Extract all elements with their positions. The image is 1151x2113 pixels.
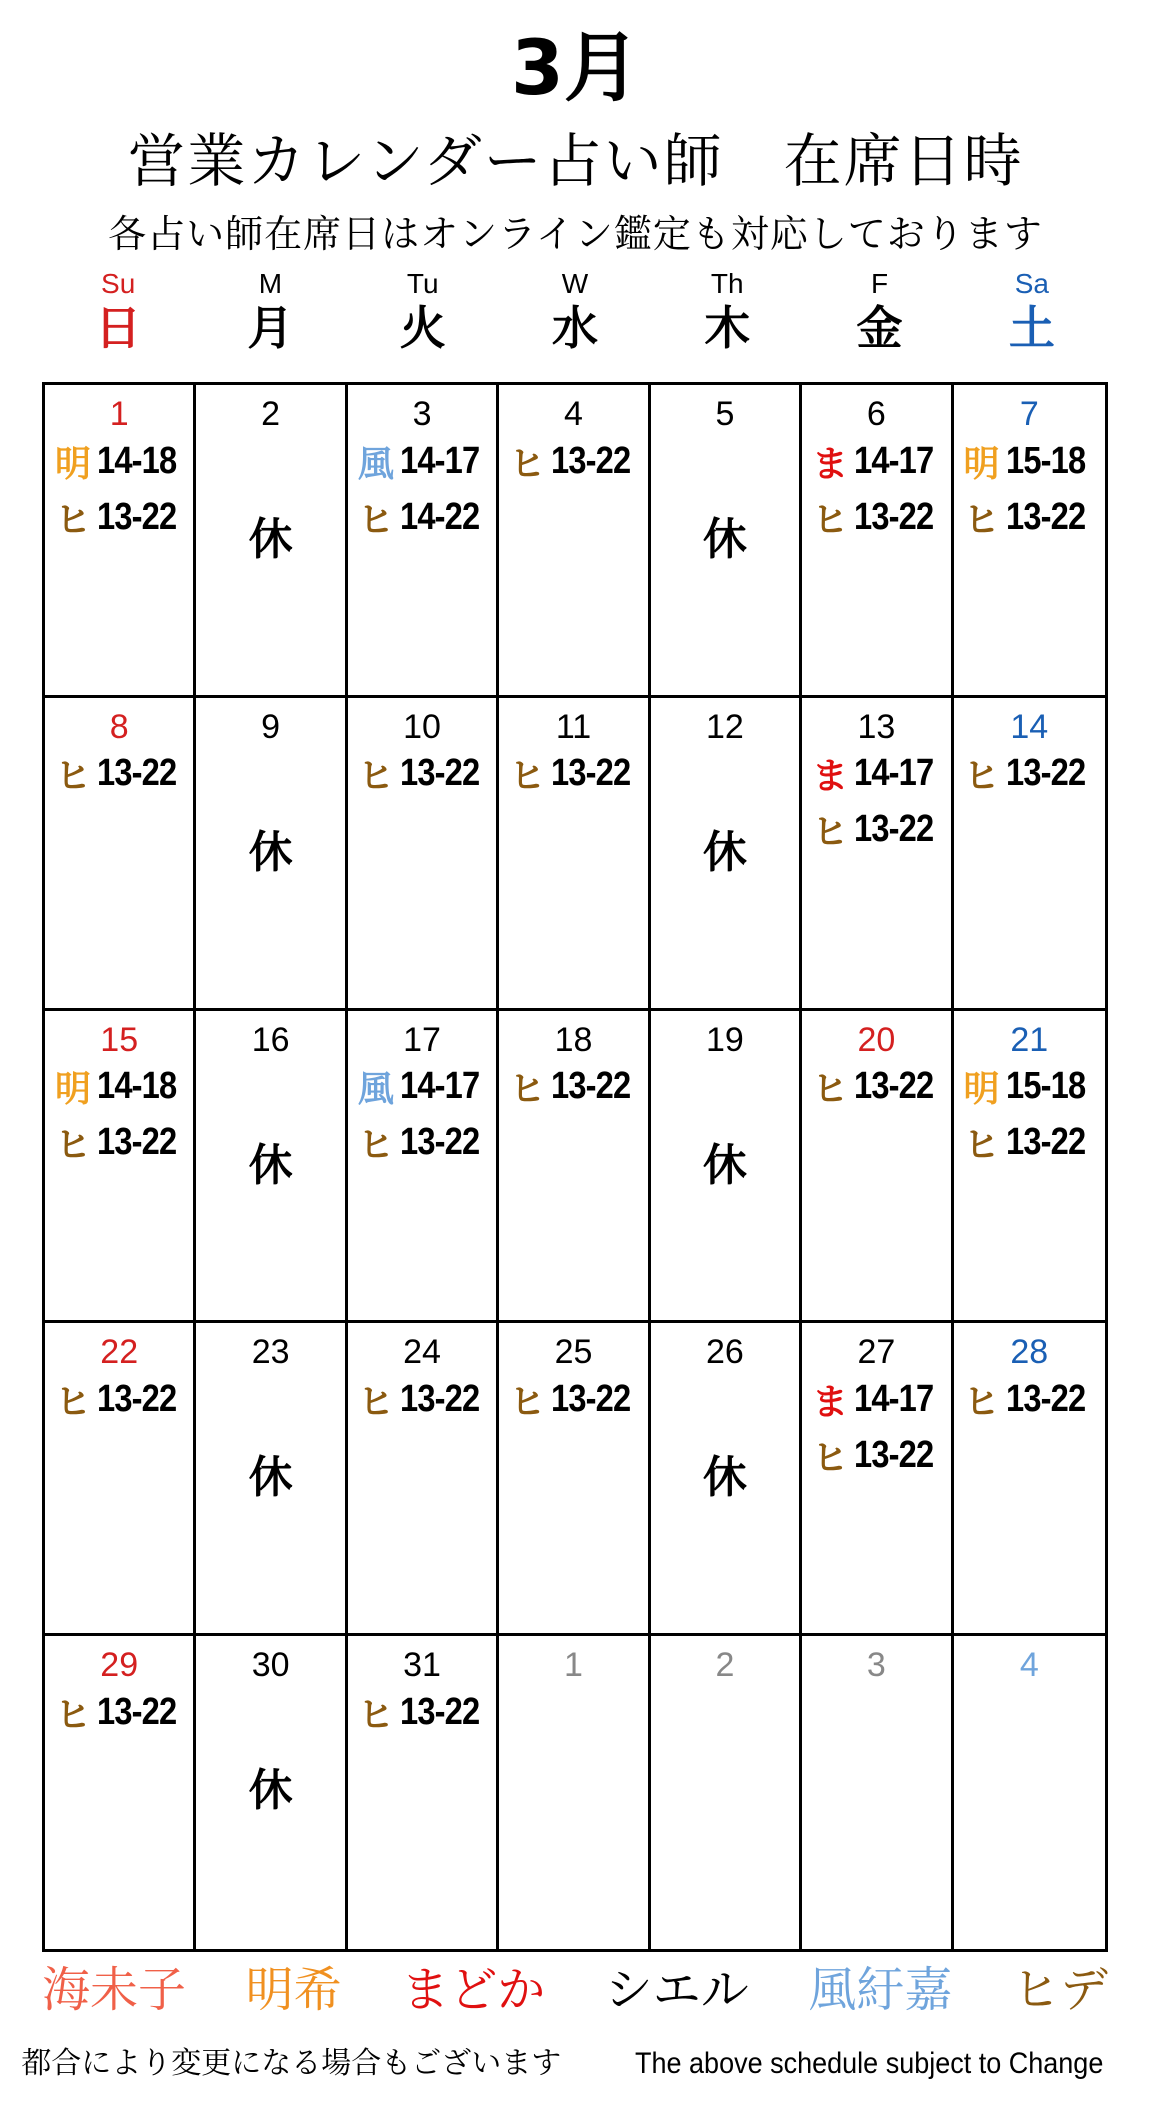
time-range: 13-22 [854, 1433, 934, 1476]
day-number: 2 [261, 395, 281, 433]
time-range: 13-22 [97, 495, 177, 538]
schedule-entry [348, 489, 496, 545]
page-subtitle: 各占い師在席日はオンライン鑑定も対応しております [108, 212, 1043, 256]
day-number: 20 [857, 1020, 896, 1059]
schedule-entry [954, 1115, 1105, 1171]
day-number: 14 [1010, 707, 1049, 746]
day-number: 5 [715, 395, 735, 433]
calendar-day-cell [196, 1323, 347, 1636]
reader-mark: ヒ [357, 1125, 394, 1167]
weekday-en-label: W [561, 268, 589, 299]
calendar-day-cell [802, 1636, 953, 1949]
time-range: 13-22 [97, 1121, 177, 1164]
reader-mark: ま [812, 443, 849, 485]
calendar-day-cell [651, 1636, 802, 1949]
reader-mark: ま [812, 756, 849, 798]
schedule-entry [45, 1059, 193, 1115]
closed-label: 休 [248, 1452, 293, 1504]
weekday-ja-label: 日 [95, 301, 142, 355]
weekday-ja-label: 土 [1008, 301, 1055, 355]
day-number: 11 [555, 707, 592, 746]
reader-mark: ヒ [509, 756, 546, 798]
day-number: 28 [1010, 1333, 1049, 1372]
schedule-entry [802, 489, 950, 545]
reader-mark: ヒ [812, 1069, 849, 1111]
closed-label: 休 [248, 826, 293, 878]
weekday-ja-label: 金 [856, 301, 903, 355]
month-title: 3月 [511, 23, 640, 112]
reader-mark: ヒ [963, 1125, 1000, 1167]
day-number: 15 [100, 1020, 139, 1059]
schedule-entry [954, 433, 1105, 489]
closed-label: 休 [248, 514, 293, 565]
schedule-entry [499, 746, 647, 802]
schedule-entry [45, 1371, 193, 1427]
weekday-tu [347, 268, 499, 368]
weekday-su [42, 268, 194, 368]
day-number: 26 [706, 1333, 744, 1372]
reader-mark: ヒ [54, 756, 91, 798]
time-range: 13-22 [854, 495, 934, 538]
day-number: 21 [1010, 1020, 1049, 1059]
closed-label: 休 [702, 826, 747, 878]
reader-mark: ヒ [812, 812, 849, 854]
time-range: 14-17 [854, 439, 934, 482]
day-number: 30 [251, 1646, 290, 1685]
reader-mark: ヒ [509, 443, 546, 485]
calendar-day-cell [348, 1011, 499, 1324]
schedule-entry [45, 1115, 193, 1171]
weekday-w [499, 268, 651, 368]
schedule-entry [802, 746, 950, 802]
reader-mark: ヒ [509, 1069, 546, 1111]
calendar-day-cell [348, 1636, 499, 1949]
closed-label: 休 [248, 1765, 293, 1817]
calendar-grid [42, 382, 1108, 1952]
day-number: 8 [109, 707, 129, 746]
day-number: 23 [251, 1333, 290, 1372]
time-range: 13-22 [551, 439, 631, 482]
reader-mark: ヒ [812, 1437, 849, 1479]
schedule-entry [348, 746, 496, 802]
day-number: 1 [564, 1646, 583, 1685]
calendar-day-cell [196, 698, 347, 1011]
weekday-en-label: Su [101, 268, 136, 299]
time-range: 13-22 [1005, 495, 1085, 538]
calendar-day-cell [802, 1323, 953, 1636]
schedule-entry [45, 433, 193, 489]
time-range: 14-17 [854, 752, 934, 795]
calendar-day-cell [499, 385, 650, 698]
day-number: 4 [564, 395, 583, 433]
reader-mark: 風 [357, 443, 394, 485]
calendar-day-cell [45, 1011, 196, 1324]
calendar-day-cell [45, 698, 196, 1011]
weekday-en-label: Sa [1014, 268, 1049, 299]
schedule-entry [954, 489, 1105, 545]
reader-mark: ヒ [963, 756, 1000, 798]
day-number: 13 [857, 707, 896, 746]
time-range: 13-22 [1005, 752, 1085, 795]
time-range: 13-22 [854, 808, 934, 851]
time-range: 13-22 [551, 752, 631, 795]
day-number: 19 [706, 1020, 744, 1059]
day-number: 1 [109, 395, 129, 433]
reader-mark: ヒ [357, 499, 394, 541]
time-range: 13-22 [399, 1690, 480, 1733]
footer-note [0, 2044, 1151, 2084]
calendar-day-cell [196, 385, 347, 698]
time-range: 13-22 [551, 1377, 631, 1420]
time-range: 15-18 [1005, 1065, 1085, 1108]
calendar-day-cell [651, 698, 802, 1011]
calendar-day-cell [954, 698, 1105, 1011]
calendar-day-cell [802, 698, 953, 1011]
reader-mark: ヒ [54, 1694, 91, 1736]
calendar-day-cell [802, 1011, 953, 1324]
calendar-day-cell [348, 1323, 499, 1636]
calendar-day-cell [499, 1323, 650, 1636]
reader-mark: ヒ [357, 1381, 394, 1423]
day-number: 29 [100, 1646, 139, 1685]
reader-mark: 明 [54, 1069, 91, 1111]
schedule-entry [802, 1371, 950, 1427]
calendar-day-cell [196, 1011, 347, 1324]
closed-label: 休 [248, 1139, 293, 1191]
schedule-entry [802, 1427, 950, 1483]
legend-reader-name: ヒデ [1011, 1962, 1108, 2018]
reader-mark: ヒ [963, 499, 1000, 541]
legend-reader-name: 明希 [245, 1962, 342, 2018]
day-number: 3 [866, 1646, 886, 1685]
calendar-day-cell [499, 698, 650, 1011]
time-range: 15-18 [1005, 439, 1085, 482]
schedule-entry [954, 746, 1105, 802]
schedule-entry [499, 1371, 647, 1427]
calendar-day-cell [348, 385, 499, 698]
time-range: 13-22 [1005, 1121, 1085, 1164]
weekday-en-label: Tu [406, 268, 439, 299]
calendar-day-cell [954, 385, 1105, 698]
calendar-day-cell [348, 698, 499, 1011]
calendar-day-cell [954, 1323, 1105, 1636]
page-title: 営業カレンダー占い師 在席日時 [127, 127, 1024, 195]
schedule-entry [45, 489, 193, 545]
calendar-day-cell [45, 1636, 196, 1949]
calendar-day-cell [196, 1636, 347, 1949]
day-number: 7 [1019, 395, 1039, 433]
time-range: 13-22 [399, 752, 480, 795]
time-range: 14-17 [399, 1065, 480, 1108]
time-range: 13-22 [399, 1377, 480, 1420]
time-range: 13-22 [97, 1377, 177, 1420]
time-range: 13-22 [1005, 1377, 1085, 1420]
reader-mark: 明 [963, 443, 1000, 485]
time-range: 13-22 [854, 1065, 934, 1108]
schedule-entry [802, 1059, 950, 1115]
legend-reader-name: 海未子 [42, 1962, 187, 2018]
weekday-en-label: Th [710, 268, 744, 299]
legend-reader-name: 風紆嘉 [808, 1962, 953, 2018]
time-range: 13-22 [551, 1065, 631, 1108]
closed-label: 休 [702, 514, 747, 565]
calendar-day-cell [499, 1636, 650, 1949]
schedule-entry [348, 1371, 496, 1427]
day-number: 25 [554, 1333, 593, 1372]
weekday-en-label: F [870, 268, 889, 299]
weekday-ja-label: 月 [247, 301, 294, 355]
calendar-day-cell [651, 1011, 802, 1324]
calendar-day-cell [651, 1323, 802, 1636]
calendar-day-cell [802, 385, 953, 698]
weekday-m [194, 268, 346, 368]
closed-label: 休 [702, 1139, 747, 1191]
weekday-sa [956, 268, 1108, 368]
reader-mark: ヒ [963, 1381, 1000, 1423]
day-number: 10 [403, 707, 441, 746]
closed-label: 休 [702, 1452, 747, 1504]
day-number: 31 [403, 1646, 441, 1685]
day-number: 16 [251, 1020, 290, 1059]
weekday-ja-label: 木 [704, 301, 751, 355]
schedule-entry [954, 1059, 1105, 1115]
weekday-th [651, 268, 803, 368]
calendar-day-cell [651, 385, 802, 698]
time-range: 13-22 [97, 1690, 177, 1733]
reader-mark: ま [812, 1381, 849, 1423]
schedule-entry [348, 433, 496, 489]
time-range: 14-17 [399, 439, 480, 482]
schedule-entry [348, 1059, 496, 1115]
schedule-entry [802, 802, 950, 858]
reader-mark: ヒ [357, 1694, 394, 1736]
day-number: 9 [261, 707, 281, 746]
reader-legend [42, 1960, 1108, 2020]
schedule-entry [802, 433, 950, 489]
reader-mark: ヒ [509, 1381, 546, 1423]
footer-note-en: The above schedule subject to Change [635, 2047, 1104, 2080]
reader-mark: 明 [54, 443, 91, 485]
schedule-entry [954, 1371, 1105, 1427]
reader-mark: ヒ [54, 1125, 91, 1167]
day-number: 22 [100, 1333, 139, 1372]
schedule-entry [45, 746, 193, 802]
weekday-ja-label: 水 [551, 301, 598, 355]
day-number: 24 [403, 1333, 441, 1372]
calendar-day-cell [499, 1011, 650, 1324]
calendar-day-cell [954, 1636, 1105, 1949]
time-range: 14-17 [854, 1377, 934, 1420]
calendar-day-cell [954, 1011, 1105, 1324]
reader-mark: ヒ [357, 756, 394, 798]
time-range: 14-18 [97, 439, 177, 482]
schedule-entry [499, 1059, 647, 1115]
schedule-entry [348, 1115, 496, 1171]
time-range: 14-18 [97, 1065, 177, 1108]
legend-reader-name: シエル [604, 1962, 749, 2018]
reader-mark: 風 [357, 1069, 394, 1111]
schedule-entry [348, 1684, 496, 1740]
weekday-f [803, 268, 955, 368]
day-number: 12 [706, 707, 744, 746]
day-number: 27 [857, 1333, 896, 1372]
weekday-en-label: M [258, 268, 283, 299]
day-number: 18 [554, 1020, 593, 1059]
schedule-entry [45, 1684, 193, 1740]
legend-reader-name: まどか [401, 1962, 546, 2018]
day-number: 2 [715, 1646, 735, 1685]
day-number: 17 [403, 1020, 441, 1059]
reader-mark: ヒ [54, 1381, 91, 1423]
reader-mark: ヒ [54, 499, 91, 541]
footer-note-ja: 都合により変更になる場合もございます [21, 2046, 562, 2081]
calendar-day-cell [45, 1323, 196, 1636]
reader-mark: 明 [963, 1069, 1000, 1111]
weekday-header [42, 268, 1108, 368]
schedule-entry [499, 433, 647, 489]
day-number: 6 [866, 395, 886, 433]
time-range: 14-22 [399, 495, 480, 538]
time-range: 13-22 [399, 1121, 480, 1164]
day-number: 3 [412, 395, 432, 433]
calendar-day-cell [45, 385, 196, 698]
time-range: 13-22 [97, 752, 177, 795]
reader-mark: ヒ [812, 499, 849, 541]
day-number: 4 [1019, 1646, 1039, 1685]
weekday-ja-label: 火 [399, 301, 446, 355]
